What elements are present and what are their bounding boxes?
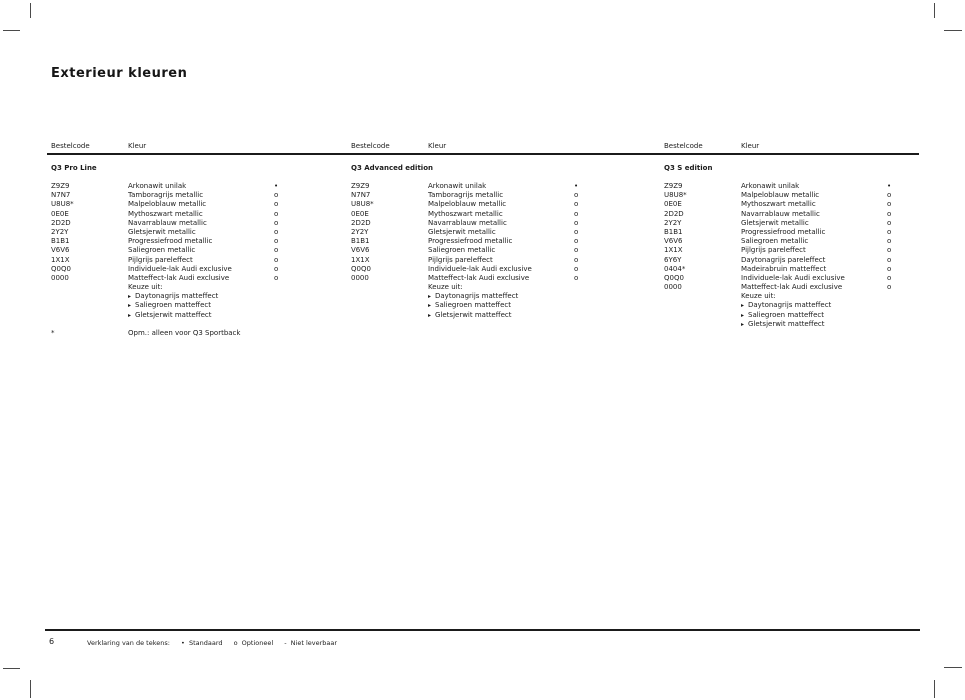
keuze-item-row <box>51 292 331 301</box>
table-row <box>664 219 944 228</box>
keuze-item-row <box>351 311 631 320</box>
crop-mark-top-left-horizontal <box>3 30 20 31</box>
availability-mark: o <box>274 209 279 218</box>
keuze-item: Daytonagrijs matteffect <box>435 292 519 301</box>
row-color-name: Progressiefrood metallic <box>128 237 213 246</box>
crop-mark-bottom-right-horizontal <box>944 667 962 668</box>
availability-mark: o <box>887 191 892 200</box>
table-row <box>51 246 331 255</box>
keuze-label-row <box>351 283 631 292</box>
page-number: 6 <box>49 637 55 646</box>
row-order-code: V6V6 <box>664 237 683 246</box>
column-header-kleur: Kleur <box>428 142 447 150</box>
legend-label: Verklaring van de tekens: <box>87 639 170 647</box>
availability-mark: o <box>574 246 579 255</box>
row-order-code: 2D2D <box>51 218 71 227</box>
table-row <box>51 256 331 265</box>
row-order-code: 1X1X <box>51 255 70 264</box>
availability-mark: o <box>274 218 279 227</box>
table-row <box>664 200 944 209</box>
availability-mark: o <box>887 227 892 236</box>
column-header-kleur: Kleur <box>741 142 760 150</box>
row-order-code: 0000 <box>51 273 69 282</box>
table-row <box>664 256 944 265</box>
row-order-code: Z9Z9 <box>51 182 70 190</box>
table-row <box>351 219 631 228</box>
availability-mark: o <box>574 264 579 273</box>
row-color-name: Tamboragrijs metallic <box>428 191 504 200</box>
row-color-name: Gletsjerwit metallic <box>428 227 496 236</box>
keuze-item-row <box>351 301 631 310</box>
symbols-legend <box>87 639 337 647</box>
row-color-name: Matteffect-lak Audi exclusive <box>741 283 843 292</box>
row-color-name: Saliegroen metallic <box>128 246 196 255</box>
keuze-label: Keuze uit: <box>428 283 463 292</box>
table-header-rule <box>47 153 919 155</box>
legend-unavailable-symbol: - <box>284 639 287 647</box>
table-row <box>51 200 331 209</box>
row-order-code: N7N7 <box>351 191 371 200</box>
row-order-code: Q0Q0 <box>664 273 684 282</box>
table-row <box>664 191 944 200</box>
table-row <box>51 265 331 274</box>
row-order-code: U8U8* <box>664 191 687 200</box>
row-order-code: Q0Q0 <box>51 264 71 273</box>
crop-mark-bottom-right-vertical <box>934 680 935 698</box>
table-row <box>351 191 631 200</box>
row-color-name: Individuele-lak Audi exclusive <box>741 273 845 282</box>
row-order-code: B1B1 <box>351 237 370 246</box>
color-rows <box>351 182 631 320</box>
keuze-item-row <box>351 292 631 301</box>
row-order-code: U8U8* <box>51 200 74 209</box>
keuze-item: Gletsjerwit matteffect <box>135 310 212 319</box>
triangle-bullet-icon: ▸ <box>128 311 132 319</box>
availability-mark: o <box>887 209 892 218</box>
section-title: Q3 S edition <box>664 164 713 172</box>
keuze-item: Saliegroen matteffect <box>135 301 211 310</box>
table-row <box>351 274 631 283</box>
row-order-code: Z9Z9 <box>351 182 370 190</box>
row-order-code: 2D2D <box>664 209 684 218</box>
row-color-name: Pijlgrijs pareleffect <box>741 246 806 255</box>
color-rows <box>664 182 944 329</box>
row-color-name: Madeirabruin matteffect <box>741 264 827 273</box>
table-row <box>51 237 331 246</box>
availability-mark: o <box>887 283 892 292</box>
row-color-name: Individuele-lak Audi exclusive <box>428 264 532 273</box>
availability-mark: o <box>887 246 892 255</box>
row-color-name: Arkonawit unilak <box>128 182 187 190</box>
table-row <box>664 246 944 255</box>
row-color-name: Progressiefrood metallic <box>741 227 826 236</box>
row-order-code: V6V6 <box>351 246 370 255</box>
availability-mark: o <box>274 264 279 273</box>
row-order-code: U8U8* <box>351 200 374 209</box>
availability-mark: o <box>574 227 579 236</box>
legend-optional-label: Optioneel <box>241 639 274 647</box>
row-color-name: Navarrablauw metallic <box>428 218 507 227</box>
triangle-bullet-icon: ▸ <box>741 302 745 310</box>
availability-mark: • <box>887 182 892 190</box>
row-color-name: Malpeloblauw metallic <box>741 191 820 200</box>
row-order-code: 1X1X <box>351 255 370 264</box>
triangle-bullet-icon: ▸ <box>428 293 432 301</box>
column-header-kleur: Kleur <box>128 142 147 150</box>
availability-mark: o <box>574 218 579 227</box>
availability-mark: o <box>887 264 892 273</box>
availability-mark: o <box>887 255 892 264</box>
row-order-code: 6Y6Y <box>664 255 682 264</box>
table-row <box>51 228 331 237</box>
row-color-name: Navarrablauw metallic <box>128 218 207 227</box>
keuze-item: Saliegroen matteffect <box>748 310 824 319</box>
row-order-code: 0404* <box>664 264 686 273</box>
keuze-item: Daytonagrijs matteffect <box>748 301 832 310</box>
footnote-text: Opm.: alleen voor Q3 Sportback <box>128 328 241 337</box>
table-row <box>351 237 631 246</box>
row-order-code: 0E0E <box>664 200 682 209</box>
row-order-code: 0000 <box>664 283 682 292</box>
availability-mark: • <box>274 182 279 190</box>
table-row <box>351 210 631 219</box>
row-order-code: V6V6 <box>51 246 70 255</box>
row-color-name: Daytonagrijs pareleffect <box>741 255 826 264</box>
legend-standard-label: Standaard <box>188 639 223 647</box>
footnote-symbol: * <box>51 328 55 337</box>
availability-mark: o <box>274 191 279 200</box>
row-order-code: 0E0E <box>351 209 369 218</box>
availability-mark: o <box>887 237 892 246</box>
availability-mark: o <box>574 255 579 264</box>
table-row <box>351 182 631 191</box>
availability-mark: o <box>274 237 279 246</box>
availability-mark: o <box>574 209 579 218</box>
table-row <box>351 228 631 237</box>
row-color-name: Arkonawit unilak <box>428 182 487 190</box>
table-row <box>51 210 331 219</box>
keuze-item: Daytonagrijs matteffect <box>135 292 219 301</box>
row-order-code: Q0Q0 <box>351 264 371 273</box>
row-order-code: 0E0E <box>51 209 69 218</box>
table-row <box>51 274 331 283</box>
table-row <box>664 228 944 237</box>
availability-mark: o <box>574 200 579 209</box>
row-color-name: Mythoszwart metallic <box>428 209 503 218</box>
color-rows <box>51 182 331 338</box>
table-row <box>51 219 331 228</box>
row-color-name: Individuele-lak Audi exclusive <box>128 264 232 273</box>
section-title: Q3 Advanced edition <box>351 164 433 172</box>
availability-mark: o <box>274 227 279 236</box>
triangle-bullet-icon: ▸ <box>428 311 432 319</box>
availability-mark: o <box>574 237 579 246</box>
row-order-code: Z9Z9 <box>664 182 683 190</box>
availability-mark: o <box>274 255 279 264</box>
triangle-bullet-icon: ▸ <box>741 311 745 319</box>
page-title: Exterieur kleuren <box>51 66 188 81</box>
availability-mark: o <box>887 273 892 282</box>
row-color-name: Mythoszwart metallic <box>128 209 203 218</box>
availability-mark: o <box>274 246 279 255</box>
triangle-bullet-icon: ▸ <box>128 293 132 301</box>
row-color-name: Saliegroen metallic <box>741 237 809 246</box>
table-row <box>664 283 944 292</box>
triangle-bullet-icon: ▸ <box>741 320 745 328</box>
table-row <box>51 191 331 200</box>
table-row <box>664 182 944 191</box>
row-order-code: 2D2D <box>351 218 371 227</box>
row-color-name: Pijlgrijs pareleffect <box>428 255 493 264</box>
footnote-row <box>51 329 331 338</box>
triangle-bullet-icon: ▸ <box>428 302 432 310</box>
keuze-item-row <box>664 311 944 320</box>
keuze-label-row <box>664 292 944 301</box>
keuze-item: Gletsjerwit matteffect <box>748 319 825 328</box>
column-header-bestelcode: Bestelcode <box>664 142 703 150</box>
crop-mark-top-right-horizontal <box>944 30 962 31</box>
column-header-bestelcode: Bestelcode <box>51 142 90 150</box>
table-row <box>351 256 631 265</box>
legend-standard-symbol: • <box>181 639 185 647</box>
row-color-name: Gletsjerwit metallic <box>741 218 809 227</box>
keuze-item: Gletsjerwit matteffect <box>435 310 512 319</box>
row-color-name: Saliegroen metallic <box>428 246 496 255</box>
row-color-name: Mythoszwart metallic <box>741 200 816 209</box>
table-row <box>664 274 944 283</box>
availability-mark: o <box>274 200 279 209</box>
table-row <box>664 237 944 246</box>
availability-mark: o <box>574 273 579 282</box>
legend-unavailable-label: Niet leverbaar <box>290 639 338 647</box>
crop-mark-top-right-vertical <box>934 3 935 18</box>
column-header-bestelcode: Bestelcode <box>351 142 390 150</box>
table-row <box>351 200 631 209</box>
row-order-code: 0000 <box>351 273 369 282</box>
availability-mark: o <box>574 191 579 200</box>
section-title: Q3 Pro Line <box>51 164 97 172</box>
keuze-item-row <box>664 301 944 310</box>
row-order-code: 2Y2Y <box>51 227 69 236</box>
row-order-code: 1X1X <box>664 246 683 255</box>
row-order-code: N7N7 <box>51 191 71 200</box>
table-row <box>51 182 331 191</box>
crop-mark-top-left-vertical <box>30 3 31 18</box>
keuze-item-row <box>51 311 331 320</box>
keuze-label: Keuze uit: <box>741 292 776 301</box>
row-order-code: 2Y2Y <box>351 227 369 236</box>
row-color-name: Navarrablauw metallic <box>741 209 820 218</box>
availability-mark: • <box>574 182 579 190</box>
legend-optional-symbol: o <box>233 639 238 647</box>
keuze-item: Saliegroen matteffect <box>435 301 511 310</box>
table-row <box>664 265 944 274</box>
row-color-name: Gletsjerwit metallic <box>128 227 196 236</box>
availability-mark: o <box>274 273 279 282</box>
row-color-name: Pijlgrijs pareleffect <box>128 255 193 264</box>
row-color-name: Malpeloblauw metallic <box>128 200 207 209</box>
row-order-code: B1B1 <box>51 237 70 246</box>
availability-mark: o <box>887 200 892 209</box>
footer-rule <box>45 629 920 631</box>
row-order-code: B1B1 <box>664 227 683 236</box>
keuze-item-row <box>664 320 944 329</box>
table-row <box>351 246 631 255</box>
row-color-name: Malpeloblauw metallic <box>428 200 507 209</box>
row-color-name: Matteffect-lak Audi exclusive <box>428 273 530 282</box>
triangle-bullet-icon: ▸ <box>128 302 132 310</box>
keuze-item-row <box>51 301 331 310</box>
row-color-name: Arkonawit unilak <box>741 182 800 190</box>
row-color-name: Progressiefrood metallic <box>428 237 513 246</box>
row-color-name: Matteffect-lak Audi exclusive <box>128 273 230 282</box>
crop-mark-bottom-left-vertical <box>30 680 31 698</box>
crop-mark-bottom-left-horizontal <box>3 668 20 669</box>
table-row <box>664 210 944 219</box>
keuze-label-row <box>51 283 331 292</box>
table-row <box>351 265 631 274</box>
row-color-name: Tamboragrijs metallic <box>128 191 204 200</box>
row-order-code: 2Y2Y <box>664 218 682 227</box>
keuze-label: Keuze uit: <box>128 283 163 292</box>
availability-mark: o <box>887 218 892 227</box>
